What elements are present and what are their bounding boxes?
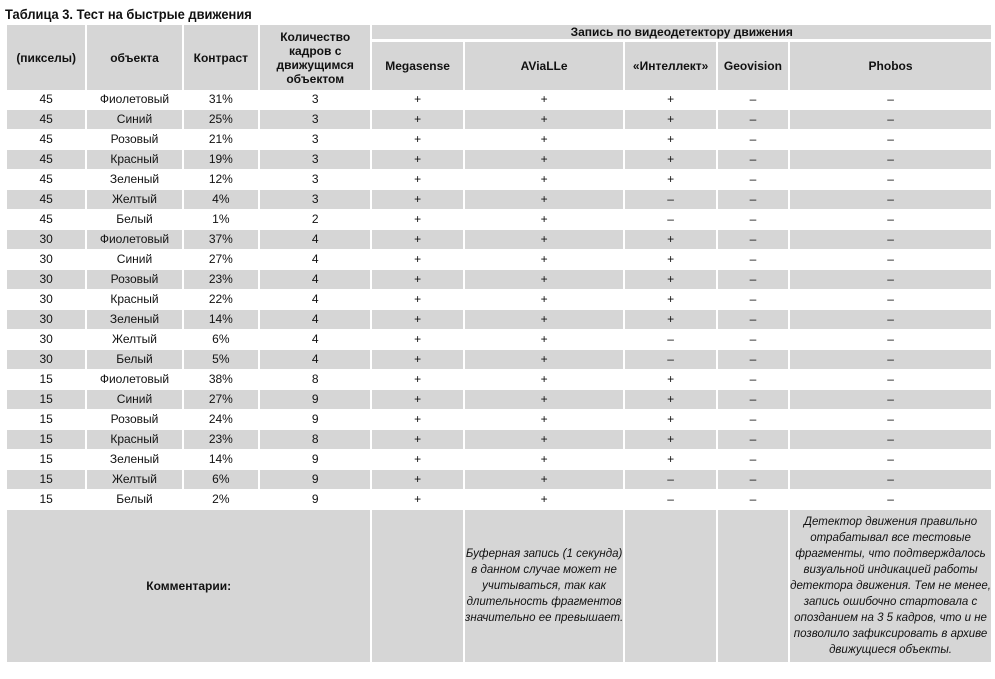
table-row <box>7 330 991 350</box>
cell-result-geovision: – <box>718 370 788 390</box>
cell-result-intellect: – <box>625 330 715 350</box>
cell-result-phobos: – <box>790 230 991 250</box>
cell-result-geovision: – <box>718 90 788 110</box>
cell-object-color: Фиолетовый <box>87 90 181 110</box>
cell-contrast: 2% <box>184 490 258 510</box>
cell-result-geovision: – <box>718 490 788 510</box>
cell-result-intellect: + <box>625 390 715 410</box>
cell-result-intellect: + <box>625 150 715 170</box>
cell-result-intellect: + <box>625 370 715 390</box>
header-system-geovision: Geovision <box>718 42 788 90</box>
cell-result-intellect: – <box>625 490 715 510</box>
cell-result-intellect: + <box>625 90 715 110</box>
cell-contrast: 12% <box>184 170 258 190</box>
table-title: Таблица 3. Тест на быстрые движения <box>5 6 252 22</box>
cell-contrast: 6% <box>184 330 258 350</box>
cell-result-phobos: – <box>790 390 991 410</box>
table-row <box>7 90 991 110</box>
cell-result-phobos: – <box>790 90 991 110</box>
cell-object-color: Красный <box>87 150 181 170</box>
cell-result-intellect: + <box>625 170 715 190</box>
table-row <box>7 370 991 390</box>
cell-pixels: 15 <box>7 390 85 410</box>
cell-object-color: Белый <box>87 490 181 510</box>
cell-result-avialle: + <box>465 390 624 410</box>
cell-result-megasense: + <box>372 290 462 310</box>
comment-avialle: Буферная запись (1 секунда) в данном случае может не учитываться, так как длительность фрагментов значительно ее превышает. <box>465 510 624 662</box>
cell-pixels: 45 <box>7 190 85 210</box>
cell-result-geovision: – <box>718 130 788 150</box>
cell-pixels: 15 <box>7 370 85 390</box>
header-recording-group: Запись по видеодетектору движения <box>372 25 991 39</box>
cell-result-geovision: – <box>718 270 788 290</box>
header-system-intellect: «Интеллект» <box>625 42 715 90</box>
cell-contrast: 1% <box>184 210 258 230</box>
cell-object-color: Красный <box>87 430 181 450</box>
header-frames: Количество кадров с движущимся объектом <box>260 25 370 90</box>
cell-result-phobos: – <box>790 490 991 510</box>
cell-frames: 4 <box>260 350 370 370</box>
cell-result-geovision: – <box>718 330 788 350</box>
cell-result-geovision: – <box>718 170 788 190</box>
cell-result-megasense: + <box>372 130 462 150</box>
cell-result-phobos: – <box>790 150 991 170</box>
cell-frames: 4 <box>260 330 370 350</box>
table-row <box>7 150 991 170</box>
cell-object-color: Синий <box>87 110 181 130</box>
cell-result-geovision: – <box>718 350 788 370</box>
table-row <box>7 230 991 250</box>
cell-result-phobos: – <box>790 130 991 150</box>
cell-result-megasense: + <box>372 90 462 110</box>
table-row <box>7 170 991 190</box>
cell-result-avialle: + <box>465 270 624 290</box>
cell-contrast: 14% <box>184 310 258 330</box>
cell-contrast: 27% <box>184 250 258 270</box>
cell-contrast: 23% <box>184 270 258 290</box>
cell-object-color: Розовый <box>87 410 181 430</box>
cell-frames: 9 <box>260 450 370 470</box>
cell-object-color: Фиолетовый <box>87 370 181 390</box>
cell-frames: 9 <box>260 410 370 430</box>
cell-result-avialle: + <box>465 430 624 450</box>
cell-pixels: 45 <box>7 150 85 170</box>
cell-result-megasense: + <box>372 330 462 350</box>
cell-result-geovision: – <box>718 290 788 310</box>
cell-frames: 9 <box>260 490 370 510</box>
cell-pixels: 45 <box>7 110 85 130</box>
cell-result-avialle: + <box>465 190 624 210</box>
cell-object-color: Красный <box>87 290 181 310</box>
cell-result-megasense: + <box>372 250 462 270</box>
cell-frames: 3 <box>260 190 370 210</box>
cell-contrast: 22% <box>184 290 258 310</box>
cell-result-avialle: + <box>465 330 624 350</box>
comments-row <box>7 510 991 662</box>
cell-result-megasense: + <box>372 470 462 490</box>
cell-result-geovision: – <box>718 430 788 450</box>
table-row <box>7 410 991 430</box>
cell-result-megasense: + <box>372 270 462 290</box>
cell-object-color: Желтый <box>87 190 181 210</box>
cell-frames: 8 <box>260 370 370 390</box>
cell-contrast: 6% <box>184 470 258 490</box>
cell-result-intellect: – <box>625 350 715 370</box>
cell-result-intellect: + <box>625 130 715 150</box>
cell-result-intellect: + <box>625 250 715 270</box>
cell-result-phobos: – <box>790 450 991 470</box>
cell-object-color: Белый <box>87 350 181 370</box>
cell-result-intellect: – <box>625 470 715 490</box>
cell-result-avialle: + <box>465 130 624 150</box>
cell-object-color: Розовый <box>87 270 181 290</box>
comments-label: Комментарии: <box>7 510 370 662</box>
cell-result-avialle: + <box>465 90 624 110</box>
cell-result-avialle: + <box>465 450 624 470</box>
cell-result-megasense: + <box>372 390 462 410</box>
cell-pixels: 15 <box>7 490 85 510</box>
cell-frames: 3 <box>260 150 370 170</box>
cell-pixels: 45 <box>7 170 85 190</box>
header-contrast: Контраст <box>184 25 258 90</box>
cell-result-intellect: + <box>625 270 715 290</box>
comment-intellect <box>625 510 715 662</box>
cell-object-color: Синий <box>87 250 181 270</box>
cell-result-megasense: + <box>372 110 462 130</box>
cell-result-phobos: – <box>790 410 991 430</box>
table-row <box>7 250 991 270</box>
cell-object-color: Зеленый <box>87 450 181 470</box>
cell-result-avialle: + <box>465 250 624 270</box>
cell-result-phobos: – <box>790 190 991 210</box>
cell-result-geovision: – <box>718 110 788 130</box>
cell-result-phobos: – <box>790 430 991 450</box>
cell-result-intellect: + <box>625 110 715 130</box>
cell-result-geovision: – <box>718 210 788 230</box>
cell-result-phobos: – <box>790 110 991 130</box>
cell-result-megasense: + <box>372 350 462 370</box>
cell-contrast: 37% <box>184 230 258 250</box>
table-row <box>7 310 991 330</box>
cell-frames: 4 <box>260 250 370 270</box>
cell-contrast: 25% <box>184 110 258 130</box>
cell-pixels: 30 <box>7 290 85 310</box>
cell-result-megasense: + <box>372 150 462 170</box>
cell-frames: 4 <box>260 310 370 330</box>
cell-result-megasense: + <box>372 210 462 230</box>
cell-object-color: Синий <box>87 390 181 410</box>
cell-result-intellect: + <box>625 410 715 430</box>
cell-result-megasense: + <box>372 370 462 390</box>
cell-pixels: 15 <box>7 470 85 490</box>
cell-result-avialle: + <box>465 150 624 170</box>
cell-object-color: Желтый <box>87 330 181 350</box>
cell-result-intellect: + <box>625 230 715 250</box>
cell-result-geovision: – <box>718 310 788 330</box>
cell-result-avialle: + <box>465 290 624 310</box>
cell-result-intellect: – <box>625 190 715 210</box>
cell-result-phobos: – <box>790 350 991 370</box>
cell-frames: 9 <box>260 470 370 490</box>
comment-geovision <box>718 510 788 662</box>
cell-pixels: 15 <box>7 430 85 450</box>
cell-result-geovision: – <box>718 410 788 430</box>
cell-result-phobos: – <box>790 370 991 390</box>
table-row <box>7 290 991 310</box>
cell-result-avialle: + <box>465 310 624 330</box>
cell-pixels: 30 <box>7 230 85 250</box>
cell-object-color: Зеленый <box>87 310 181 330</box>
cell-contrast: 5% <box>184 350 258 370</box>
cell-contrast: 31% <box>184 90 258 110</box>
cell-result-phobos: – <box>790 250 991 270</box>
comment-phobos: Детектор движения правильно отрабатывал все тестовые фрагменты, что подтверждалось визуальной индикацией работы детектора движения. Тем не менее, запись ошибочно стартовала с опозданием на 3 5 кадров, что и не позволило зафиксировать в архиве движущиеся объекты. <box>790 510 991 662</box>
cell-result-intellect: + <box>625 290 715 310</box>
table-body <box>7 90 991 510</box>
cell-result-intellect: + <box>625 310 715 330</box>
cell-result-geovision: – <box>718 190 788 210</box>
cell-result-avialle: + <box>465 230 624 250</box>
comment-megasense <box>372 510 462 662</box>
table-row <box>7 490 991 510</box>
cell-result-phobos: – <box>790 170 991 190</box>
cell-result-phobos: – <box>790 310 991 330</box>
cell-result-geovision: – <box>718 470 788 490</box>
cell-frames: 3 <box>260 130 370 150</box>
fast-motion-table <box>5 25 993 662</box>
cell-result-avialle: + <box>465 210 624 230</box>
cell-result-megasense: + <box>372 450 462 470</box>
cell-object-color: Розовый <box>87 130 181 150</box>
table-row <box>7 390 991 410</box>
cell-contrast: 27% <box>184 390 258 410</box>
cell-result-megasense: + <box>372 430 462 450</box>
table-row <box>7 350 991 370</box>
cell-result-avialle: + <box>465 490 624 510</box>
cell-result-phobos: – <box>790 330 991 350</box>
cell-contrast: 4% <box>184 190 258 210</box>
table-row <box>7 450 991 470</box>
cell-contrast: 23% <box>184 430 258 450</box>
table-row <box>7 270 991 290</box>
cell-result-phobos: – <box>790 470 991 490</box>
cell-result-avialle: + <box>465 110 624 130</box>
cell-result-intellect: + <box>625 450 715 470</box>
cell-pixels: 45 <box>7 130 85 150</box>
cell-result-avialle: + <box>465 350 624 370</box>
cell-result-avialle: + <box>465 410 624 430</box>
cell-result-megasense: + <box>372 230 462 250</box>
header-system-avialle: AViaLLe <box>465 42 624 90</box>
cell-result-avialle: + <box>465 470 624 490</box>
cell-pixels: 30 <box>7 270 85 290</box>
cell-result-geovision: – <box>718 230 788 250</box>
cell-result-phobos: – <box>790 210 991 230</box>
cell-pixels: 30 <box>7 330 85 350</box>
cell-result-phobos: – <box>790 270 991 290</box>
cell-pixels: 15 <box>7 410 85 430</box>
table-row <box>7 110 991 130</box>
cell-frames: 4 <box>260 270 370 290</box>
cell-result-megasense: + <box>372 310 462 330</box>
cell-result-avialle: + <box>465 370 624 390</box>
cell-object-color: Зеленый <box>87 170 181 190</box>
table-row <box>7 210 991 230</box>
cell-result-geovision: – <box>718 390 788 410</box>
cell-result-megasense: + <box>372 490 462 510</box>
cell-result-geovision: – <box>718 250 788 270</box>
cell-pixels: 30 <box>7 250 85 270</box>
cell-result-avialle: + <box>465 170 624 190</box>
cell-frames: 3 <box>260 170 370 190</box>
cell-pixels: 45 <box>7 90 85 110</box>
table-row <box>7 190 991 210</box>
cell-contrast: 14% <box>184 450 258 470</box>
cell-result-geovision: – <box>718 150 788 170</box>
header-object: объекта <box>87 25 181 90</box>
cell-object-color: Белый <box>87 210 181 230</box>
cell-result-megasense: + <box>372 410 462 430</box>
cell-frames: 2 <box>260 210 370 230</box>
cell-object-color: Фиолетовый <box>87 230 181 250</box>
cell-pixels: 15 <box>7 450 85 470</box>
cell-pixels: 30 <box>7 350 85 370</box>
cell-result-phobos: – <box>790 290 991 310</box>
cell-result-megasense: + <box>372 190 462 210</box>
cell-pixels: 30 <box>7 310 85 330</box>
cell-frames: 4 <box>260 290 370 310</box>
cell-result-intellect: – <box>625 210 715 230</box>
cell-contrast: 24% <box>184 410 258 430</box>
cell-contrast: 38% <box>184 370 258 390</box>
cell-contrast: 21% <box>184 130 258 150</box>
cell-frames: 3 <box>260 110 370 130</box>
cell-frames: 9 <box>260 390 370 410</box>
cell-frames: 3 <box>260 90 370 110</box>
cell-object-color: Желтый <box>87 470 181 490</box>
cell-result-geovision: – <box>718 450 788 470</box>
table-row <box>7 470 991 490</box>
cell-frames: 4 <box>260 230 370 250</box>
cell-pixels: 45 <box>7 210 85 230</box>
header-system-phobos: Phobos <box>790 42 991 90</box>
table-row <box>7 130 991 150</box>
cell-result-intellect: + <box>625 430 715 450</box>
cell-contrast: 19% <box>184 150 258 170</box>
header-pixels: (пикселы) <box>7 25 85 90</box>
cell-frames: 8 <box>260 430 370 450</box>
table-row <box>7 430 991 450</box>
header-system-megasense: Megasense <box>372 42 462 90</box>
cell-result-megasense: + <box>372 170 462 190</box>
